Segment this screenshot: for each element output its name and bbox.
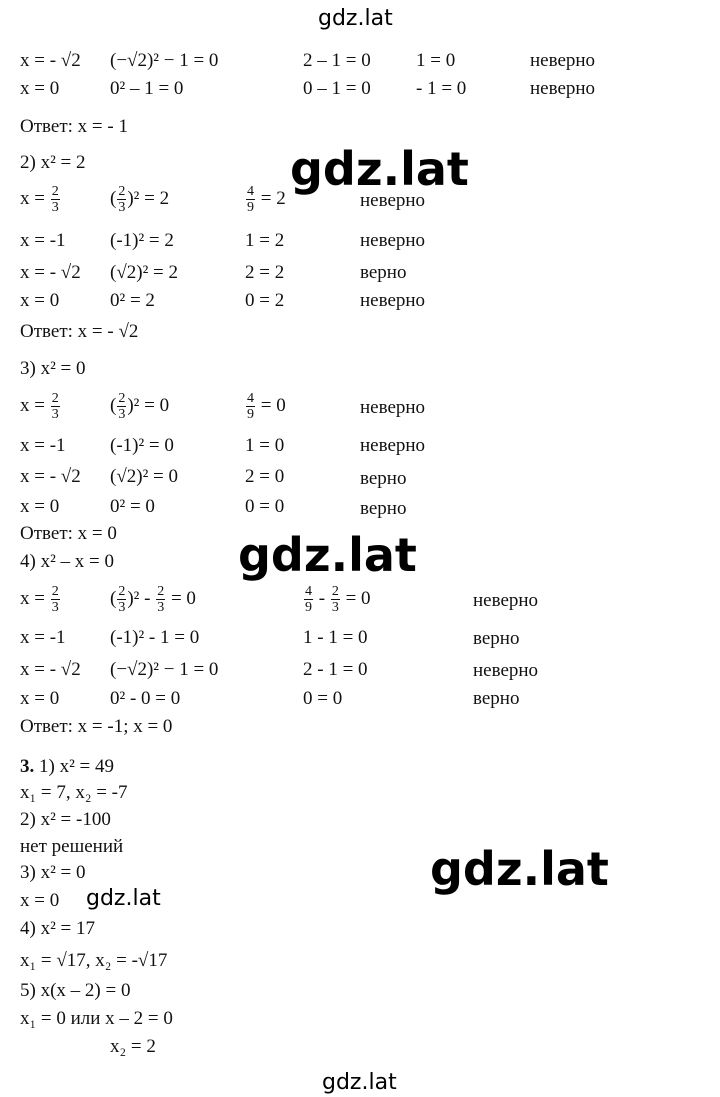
row-x: x = -1 xyxy=(20,435,66,456)
row-calc: 1 = 2 xyxy=(245,230,285,251)
row-expr: (√2)² = 0 xyxy=(110,466,178,487)
fraction: $\frac{2}{3}$ xyxy=(157,584,165,615)
row-x-fraction: x = $\frac{2}{3}$ xyxy=(20,184,59,215)
row-calc: 2 – 1 = 0 xyxy=(303,50,371,71)
row-verdict: неверно xyxy=(530,50,596,71)
row-verdict: неверно xyxy=(360,230,426,251)
answer-1: Ответ: x = - 1 xyxy=(20,116,128,137)
task-4-header: 4) x² – x = 0 xyxy=(20,551,114,572)
row-expr: 0² - 0 = 0 xyxy=(110,688,181,709)
row-x: x = 0 xyxy=(20,78,60,99)
row-result: - 1 = 0 xyxy=(416,78,467,99)
row-calc: 2 - 1 = 0 xyxy=(303,659,368,680)
row-verdict: верно xyxy=(473,628,520,649)
row-x: x = - √2 xyxy=(20,262,81,283)
row-verdict: верно xyxy=(473,688,520,709)
watermark-right: gdz.lat xyxy=(430,842,609,896)
row-expr: (-1)² - 1 = 0 xyxy=(110,627,200,648)
row-calc: 2 = 0 xyxy=(245,466,285,487)
row-calc: $\frac{4}{9}$ = 0 xyxy=(247,391,286,422)
task-3-line-9: 5) x(x – 2) = 0 xyxy=(20,980,131,1001)
row-calc: 0 = 2 xyxy=(245,290,285,311)
answer-2: Ответ: x = - √2 xyxy=(20,321,139,342)
row-x: x = 0 xyxy=(20,290,60,311)
row-verdict: неверно xyxy=(360,397,426,418)
row-verdict: неверно xyxy=(473,660,539,681)
watermark-mid2: gdz.lat xyxy=(238,528,417,582)
row-verdict: неверно xyxy=(360,190,426,211)
watermark-small: gdz.lat xyxy=(86,886,161,911)
row-expr: 0² = 0 xyxy=(110,496,155,517)
fraction: $\frac{2}{3}$ xyxy=(118,391,126,422)
fraction: $\frac{4}{9}$ xyxy=(247,391,254,422)
task-3-line-1: 3. 1) x² = 49 xyxy=(20,756,114,777)
row-x: x = 0 xyxy=(20,496,60,517)
row-expr: (√2)² = 2 xyxy=(110,262,178,283)
fraction: $\frac{2}{3}$ xyxy=(51,184,59,215)
task-3-line-10: x₁ = 0 или x – 2 = 0 xyxy=(20,1008,173,1029)
row-verdict: верно xyxy=(360,468,407,489)
row-calc: 1 = 0 xyxy=(245,435,285,456)
answer-4: Ответ: x = -1; x = 0 xyxy=(20,716,173,737)
task-3-line-6: x = 0 xyxy=(20,890,60,911)
row-calc: 0 = 0 xyxy=(245,496,285,517)
row-x: x = -1 xyxy=(20,627,66,648)
row-verdict: неверно xyxy=(360,435,426,456)
task-3-line-3: 2) x² = -100 xyxy=(20,809,111,830)
row-expr: ( $\frac{2}{3}$ )² = 2 xyxy=(110,184,170,215)
row-expr: (-1)² = 2 xyxy=(110,230,174,251)
row-expr: 0² – 1 = 0 xyxy=(110,78,184,99)
task-2-header: 2) x² = 2 xyxy=(20,152,86,173)
row-expr: (-1)² = 0 xyxy=(110,435,174,456)
task-3-line-4: нет решений xyxy=(20,836,124,857)
row-x: x = - √2 xyxy=(20,466,81,487)
fraction: $\frac{2}{3}$ xyxy=(51,584,59,615)
row-expr: 0² = 2 xyxy=(110,290,155,311)
watermark-top: gdz.lat xyxy=(318,6,393,31)
answer-3: Ответ: x = 0 xyxy=(20,523,117,544)
fraction: $\frac{2}{3}$ xyxy=(118,184,126,215)
task-3-line-5: 3) x² = 0 xyxy=(20,862,86,883)
row-calc: $\frac{4}{9}$ - $\frac{2}{3}$ = 0 xyxy=(305,584,371,615)
row-verdict: неверно xyxy=(360,290,426,311)
row-expr: (−√2)² − 1 = 0 xyxy=(110,50,219,71)
row-x: x = -1 xyxy=(20,230,66,251)
task-3-line-8: x₁ = √17, x₂ = -√17 xyxy=(20,950,168,971)
row-x: x = - √2 xyxy=(20,50,81,71)
task-3-line-7: 4) x² = 17 xyxy=(20,918,95,939)
task-3-line-11: x₂ = 2 xyxy=(110,1036,156,1057)
row-result: 1 = 0 xyxy=(416,50,456,71)
watermark-mid1: gdz.lat xyxy=(290,142,469,196)
row-calc: 2 = 2 xyxy=(245,262,285,283)
fraction: $\frac{2}{3}$ xyxy=(51,391,59,422)
row-expr: (−√2)² − 1 = 0 xyxy=(110,659,219,680)
task-3-header: 3) x² = 0 xyxy=(20,358,86,379)
row-x-fraction: x = $\frac{2}{3}$ xyxy=(20,391,59,422)
row-expr: ( $\frac{2}{3}$ )² = 0 xyxy=(110,391,170,422)
fraction: $\frac{4}{9}$ xyxy=(247,184,254,215)
row-verdict: неверно xyxy=(473,590,539,611)
row-calc: 0 – 1 = 0 xyxy=(303,78,371,99)
row-x: x = 0 xyxy=(20,688,60,709)
task-number: 3. xyxy=(20,756,35,777)
row-x: x = - √2 xyxy=(20,659,81,680)
fraction: $\frac{2}{3}$ xyxy=(118,584,126,615)
row-calc: 1 - 1 = 0 xyxy=(303,627,368,648)
row-expr: ( $\frac{2}{3}$ )² - $\frac{2}{3}$ = 0 xyxy=(110,584,196,615)
task-3-line-2: x₁ = 7, x₂ = -7 xyxy=(20,782,128,803)
row-verdict: неверно xyxy=(530,78,596,99)
row-calc: 0 = 0 xyxy=(303,688,343,709)
row-calc: $\frac{4}{9}$ = 2 xyxy=(247,184,286,215)
row-x-fraction: x = $\frac{2}{3}$ xyxy=(20,584,59,615)
watermark-bottom: gdz.lat xyxy=(322,1070,397,1095)
fraction: $\frac{2}{3}$ xyxy=(331,584,339,615)
row-verdict: верно xyxy=(360,498,407,519)
fraction: $\frac{4}{9}$ xyxy=(305,584,312,615)
row-verdict: верно xyxy=(360,262,407,283)
